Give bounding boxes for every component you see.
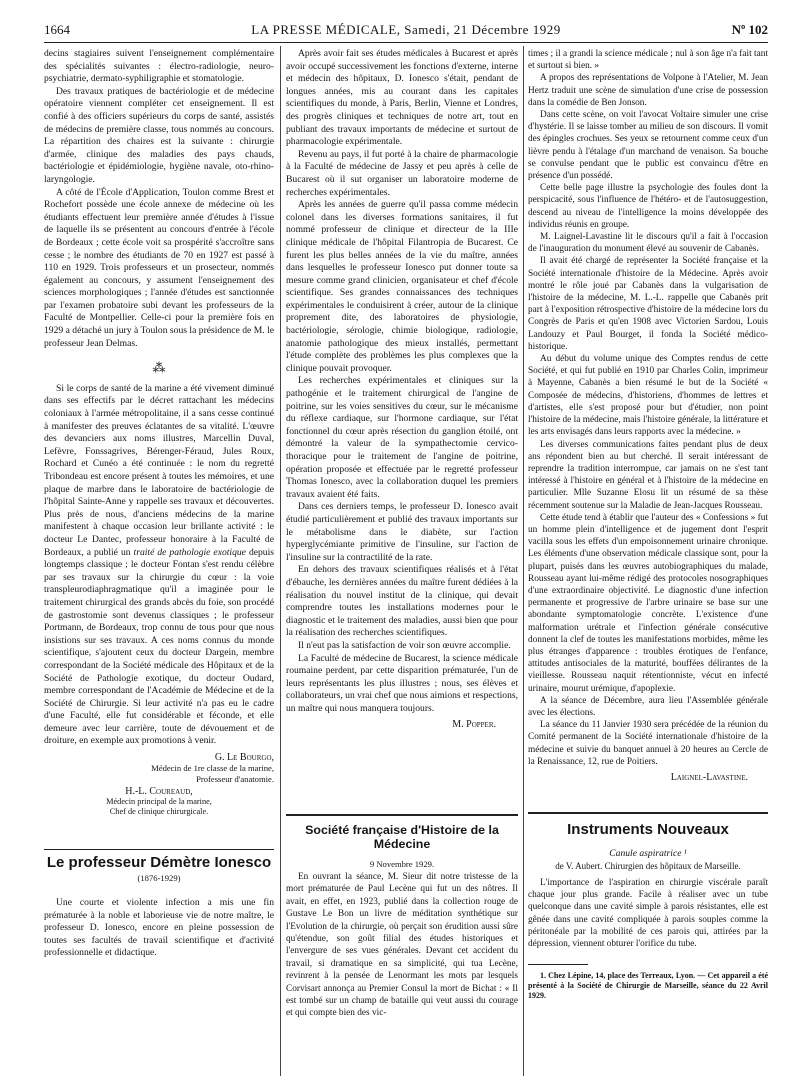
obituary-title: Le professeur Démètre Ionesco	[46, 854, 272, 871]
paragraph: decins stagiaires suivent l'enseignement complémentaire des spécialités suivantes : électro-radiologie, neuro-psychiatrie, dermato-syphiligraphie et stomatologie.	[44, 48, 274, 85]
section-title: Instruments Nouveaux	[567, 821, 729, 838]
obituary-section	[44, 854, 274, 960]
signature-block	[286, 719, 518, 730]
session-date: 9 Novembre 1929.	[369, 859, 435, 869]
signature-title: Professeur d'anatomie.	[196, 774, 274, 785]
paragraph: Après avoir fait ses études médicales à Bucarest et après avoir occupé successivement les fonctions d'externe, interne et médecin des hôpitaux, D. Ionesco s'était, pendant de longues années, mis au courant dans les capitales scientifiques du monde, à Paris, Berlin, Vienne et Londres, des progrès cliniques et techniques de notre art, tout en publiant des travaux importants de médecine et surtout de pharmacologie expérimentale.	[286, 48, 518, 148]
paragraph: A la séance de Décembre, aura lieu l'Assemblée générale avec les élections.	[528, 695, 768, 718]
asterism: ⁂	[152, 360, 166, 376]
paragraph: Une courte et violente infection a mis une fin prématurée à la noble et laborieuse vie de notre maître, le professeur D. Ionesco, encore en pleine possession de toutes ses facultés de travail scientifique et d'activité professionnelle et didactique.	[44, 897, 274, 959]
signature-name: M. Popper.	[452, 719, 496, 731]
paragraph: La Faculté de médecine de Bucarest, la science médicale roumaine perdent, par cette disparition prématurée, l'un de leurs représentants les plus illustres ; nous, ses élèves et collaborateurs, un vrai chef que nous aimions et respections, un maître qui nous manquera toujours.	[286, 652, 518, 714]
paragraph: Les recherches expérimentales et cliniques sur la pathogénie et le traitement chirurgical de l'angine de poitrine, sur les voies sensitives du cœur, sur le mécanisme du réflexe cardiaque, sur l'hormone cardiaque, sur l'état fonctionnel du cœur après résection du ganglion étoilé, ont démontré la valeur de la sympathectomie cervico-thoracique pour le traitement de l'angine de poitrine, opération proposée et effectuée par le regretté professeur Thomas Ionesco, avec la collaboration duquel les premiers travaux avaient été faits.	[286, 375, 518, 500]
paragraph: Revenu au pays, il fut porté à la chaire de pharmacologie à la Faculté de médecine de Jassy et peu après à celle de Bucarest où il sut organiser un laboratoire moderne de recherches expérimentales.	[286, 148, 518, 198]
paragraph: Au début du volume unique des Comptes rendus de cette Société, et qui fut publié en 1910 par Charles Colin, imprimeur à Mayenne, Cabanès a bien résumé le but de la Société « Composée de médecins, d'historiens, d'hommes de lettres et d'artistes, elle s'est proposé pour but d'étudier, non point l'histoire de la médecine, mais l'histoire générale, la littérature et les arts envisagés dans leurs rapports avec la médecine. »	[528, 354, 768, 438]
paragraph: Les diverses communications faites pendant plus de deux ans répondent bien au but cherché. Il serait intéressant de reprendre la tradition interrompue, car jamais on ne s'est tant intéressé à l'histoire en général et à l'histoire de la médecine en particulier. Mlle Suzanne Elosu lit un résumé de sa thèse récemment soutenue sur la Maladie de Jean-Jacques Rousseau.	[528, 439, 768, 511]
signature-block	[44, 752, 274, 785]
paragraph-text: depuis longtemps classique ; le docteur Fontan s'est rendu célèbre par ses travaux sur la chirurgie du cœur : la voie transpleurodiaphragmatique qu'il a imaginée pour le traitement chirurgical des grands abcès du foie, son procédé de gastrostomie sont devenus classiques ; le professeur Portmann, de Bordeaux, trop connu de tous pour que nous insistions sur ses travaux. A ces noms connus du monde scientifique, s'ajoutent ceux du docteur Dargein, membre correspondant de la Société médicale des Hôpitaux et de la Société de Pathologie exotique, du docteur Oudard, membre correspondant de l'Académie de Médecine et de la Société de Chirurgie. Si leur activité n'a pas eu le cadre d'une Faculté, elle fut considérable et féconde, et elle demeure avec leur carrière, toute de dévouement et de droiture, en exemple aux promotions à venir.	[44, 546, 274, 747]
paragraph: Dans cette scène, on voit l'avocat Voltaire simuler une crise d'hystérie. Il se laisse tomber au milieu de son discours. Il vomit des épingles crochues. Ses yeux se retournent comme ceux d'un lièvre pendu à l'étalage d'un marchand de venaison. Sa bouche se convulse pendant que le public est convaincu d'être en présence d'un possédé.	[528, 110, 768, 182]
paragraph: Cette belle page illustre la psychologie des foules dont la perspicacité, sous l'influence de l'hétéro- et de l'autosuggestion, descend au niveau de l'intelligence la moins développée des individus réunis en groupe.	[528, 183, 768, 230]
paragraph: Cette étude tend à établir que l'auteur des « Confessions » fut un homme plein d'intelligence et de jugement dont l'esprit vacilla sous les effets d'un empoisonnement urinaire chronique. Les éléments d'une observation médicale classique sont, pour la plupart, puisés dans les œuvres autobiographiques du malade, Rousseau ayant lui-même rédigé des protocoles nosographiques d'une extraordinaire objectivité. Le diagnostic d'une infection permanente et progressive de l'arbre urinaire se base sur une abondante symptomatologie concrète. L'existence d'une malformation urétrale et l'infection générale consécutive donnent la clef de toutes les manifestations morbides, même les plus étranges d'apparence : troubles érotiques de l'enfance, attitudes antisociales de la maturité, bouffées délirantes de la vieillesse. Rousseau naquit rétentionniste, vécut en infecté urinaire, mourut urémique, d'apoplexie.	[528, 512, 768, 694]
paragraph: En dehors des travaux scientifiques réalisés et à l'état d'ébauche, les dernières années du maître furent dédiées à la réalisation du nouvel institut de la clinique, qui devait comprendre toutes les installations modernes pour le diagnostic et le traitement des maladies, aussi bien que pour la réalisation des recherches scientifiques.	[286, 564, 518, 639]
signature-name: H.-L. Coureaud,	[125, 786, 193, 798]
signature-name: G. Le Bourgo,	[214, 752, 274, 764]
signature-block	[528, 772, 768, 783]
header-rule	[44, 42, 768, 43]
instrument-title: Canule aspiratrice ¹	[609, 848, 687, 859]
paragraph	[44, 383, 274, 748]
paragraph: A côté de l'École d'Application, Toulon comme Brest et Rochefort possède une école annexe de médecine où les étudiants effectuent leur première année d'études à l'issue de laquelle ils se présentent au concours d'entrée à l'école de Bordeaux ; cette école voit sa prospérité s'accroître sans cesse ; le nombre des étudiants de 70 en 1927 est passé à 110 en 1929. Trois professeurs et un prosecteur, nommés également au concours, y assument l'enseignement des sciences morphologiques ; l'année d'études est sanctionnée par l'examen probatoire subi devant les professeurs de la Faculté de Montpellier. Celle-ci pour la première fois en 1929 a détaché un jury à Toulon sous la présidence de M. le professeur Jean Delmas.	[44, 186, 274, 349]
paragraph-text: Si le corps de santé de la marine a été vivement diminué dans ses effectifs par le décret rattachant les médecins coloniaux à l'armée métropolitaine, il a sans cesse continué à manifester des preuves éclatantes de sa vitalité. L'œuvre des devanciers aux noms illustres, Marcellin Duval, Lefèvre, Fonssagrives, Bérenger-Féraud, Jules Roux, Rochard et Cunéo a été continuée : le nom du regretté Tribondeau est encore présent à toutes les mémoires, et une plaque de marbre dans le laboratoire de bactériologie de l'hôpital Sainte-Anne y rappelle ses travaux et découvertes. Plus près de nous, d'anciens médecins de la marine manifestent à chaque occasion leur brillante activité : le docteur Le Dantec, professeur honoraire à la Faculté de Bordeaux, a publié un	[44, 382, 274, 558]
signature-block	[44, 787, 274, 817]
column-divider-2	[523, 46, 524, 1076]
section-rule	[44, 849, 274, 850]
new-instruments-section	[528, 821, 768, 1001]
paragraph: Il avait été chargé de représenter la Société française et la Société internationale d'histoire de la Médecine. Après avoir montré le rôle joué par Cabanès dans la vulgarisation de l'histoire de la médecine, M. L.-L. rappelle que Cabanès prit part à l'exposition rétrospective d'histoire de la médecine lors du Congrès de Paris et qu'en 1908 avec Victorien Sardou, Louis Landouzy et Paul Bourget, il fonda la Société médico-historique.	[528, 256, 768, 352]
instrument-author: de V. Aubert. Chirurgien des hôpitaux de Marseille.	[555, 861, 741, 871]
column-divider-1	[280, 46, 281, 1076]
paragraph: Il n'eut pas la satisfaction de voir son œuvre accomplie.	[298, 639, 511, 651]
paragraph: L'importance de l'aspiration en chirurgie viscérale paraît chaque jour plus grande. Facile à réaliser avec un tube quelconque dans une cavité simple à parois résistantes, elle est gênée dans une cavité compliquée à parois souples comme la péritonéale par la mobilité de ces parois qui, attirées par la dépression, viennent obturer l'orifice du tube.	[528, 878, 768, 950]
signature-title: Médecin principal de la marine,	[106, 797, 212, 807]
page-header	[44, 22, 768, 40]
paragraph: times ; il a grandi la science médicale ; nul à son âge n'a fait tant et surtout si bien. »	[528, 49, 768, 72]
obituary-years: (1876-1929)	[137, 873, 181, 883]
issue-number: Nº 102	[731, 22, 768, 37]
section-rule	[528, 812, 768, 814]
paragraph: A propos des représentations de Volpone à l'Atelier, M. Jean Hertz traduit une scène de simulation d'une crise de possession dans la comédie de Ben Jonson.	[528, 73, 768, 108]
footnote: 1. Chez Lépine, 14, place des Terreaux, Lyon. — Cet appareil a été présenté à la Société de Chirurgie de Marseille, séance du 22 Avril 1929.	[528, 971, 768, 1001]
italic-title: traité de pathologie exotique	[133, 546, 246, 558]
paragraph: M. Laignel-Lavastine lit le discours qu'il a fait à l'occasion de l'inauguration du monument élevé au souvenir de Cabanès.	[528, 232, 768, 255]
history-society-section	[286, 823, 518, 1020]
column-1	[44, 48, 274, 817]
page-number: 1664	[44, 22, 70, 37]
section-rule	[286, 814, 518, 816]
paragraph: Dans ces derniers temps, le professeur D. Ionesco avait étudié particulièrement et publié des travaux importants sur le métabolisme dans le diabète, sur l'action hyperglycémiante primitive de l'insuline, sur l'action de l'insuline sur la contractilité de la rate.	[286, 501, 518, 563]
signature-title: Médecin de 1re classe de la marine,	[151, 763, 274, 774]
masthead-title: LA PRESSE MÉDICALE, Samedi, 21 Décembre 1929	[251, 22, 561, 37]
section-title: Société française d'Histoire de la Médecine	[305, 823, 499, 851]
paragraph: En ouvrant la séance, M. Sieur dit notre tristesse de la mort prématurée de Paul Lecène qui fut un des nôtres. Il avait, en effet, en 1923, publié dans la collection rouge de Gustave Le Bon un livre de méditation synthétique sur l'Evolution de la chirurgie, où perçait son érudition aussi sûre qu'étendue, son goût filial des études historiques et l'envergure de ses vues générales. Devant cet accident du travail, si dramatique en sa simplicité, qui tua Lecène, revinrent à la pensée de Lenormant les mots par lesquels Corvisart annonça au Premier Consul la mort de Bichat : « Il est tombé sur un champ de bataille qui veut aussi du courage et qui compte bien des vic-	[286, 872, 518, 1019]
signature-title: Chef de clinique chirurgicale.	[109, 807, 209, 817]
column-2	[286, 48, 518, 730]
paragraph: Après les années de guerre qu'il passa comme médecin colonel dans les diverses formations sanitaires, il fut nommé professeur de clinique et directeur de la IIIe clinique médicale de l'hôpital Filantropia de Bucarest. Ce furent les plus belles années de la vie du maître, années dans lesquelles le professeur Ionesco put donner toute sa mesure comme grand clinicien, organisateur et chef d'école scientifique. Ses grandes connaissances des techniques expérimentales le conduisirent à créer, autour de la clinique proprement dite, des laboratoires de physiologie, bactériologie, sérologie, chimie biologique, radiologie, anatomie pathologique des mieux installés, permettant l'étude complète des problèmes les plus complexes que la clinique pouvait provoquer.	[286, 199, 518, 374]
paragraph: La séance du 11 Janvier 1930 sera précédée de la réunion du Comité permanent de la Société internationale d'histoire de la médecine et suivie du banquet annuel à 20 heures au Cercle de la Renaissance, 12, rue de Poitiers.	[528, 720, 768, 767]
column-3	[528, 48, 768, 783]
footnote-rule	[528, 964, 588, 965]
paragraph: Des travaux pratiques de bactériologie et de médecine opératoire viennent compléter cet enseignement. Il est confié à des officiers supérieurs du corps de santé, assistés de médecins de première classe, tous nommés au concours. La répartition des chaires est la suivante : chirurgie d'armée, clinique des maladies des pays chauds, bactériologie et épidémiologie, hygiène navale, oto-rhino-laryngologie.	[44, 85, 274, 185]
signature-name: Laignel-Lavastine.	[670, 771, 748, 783]
